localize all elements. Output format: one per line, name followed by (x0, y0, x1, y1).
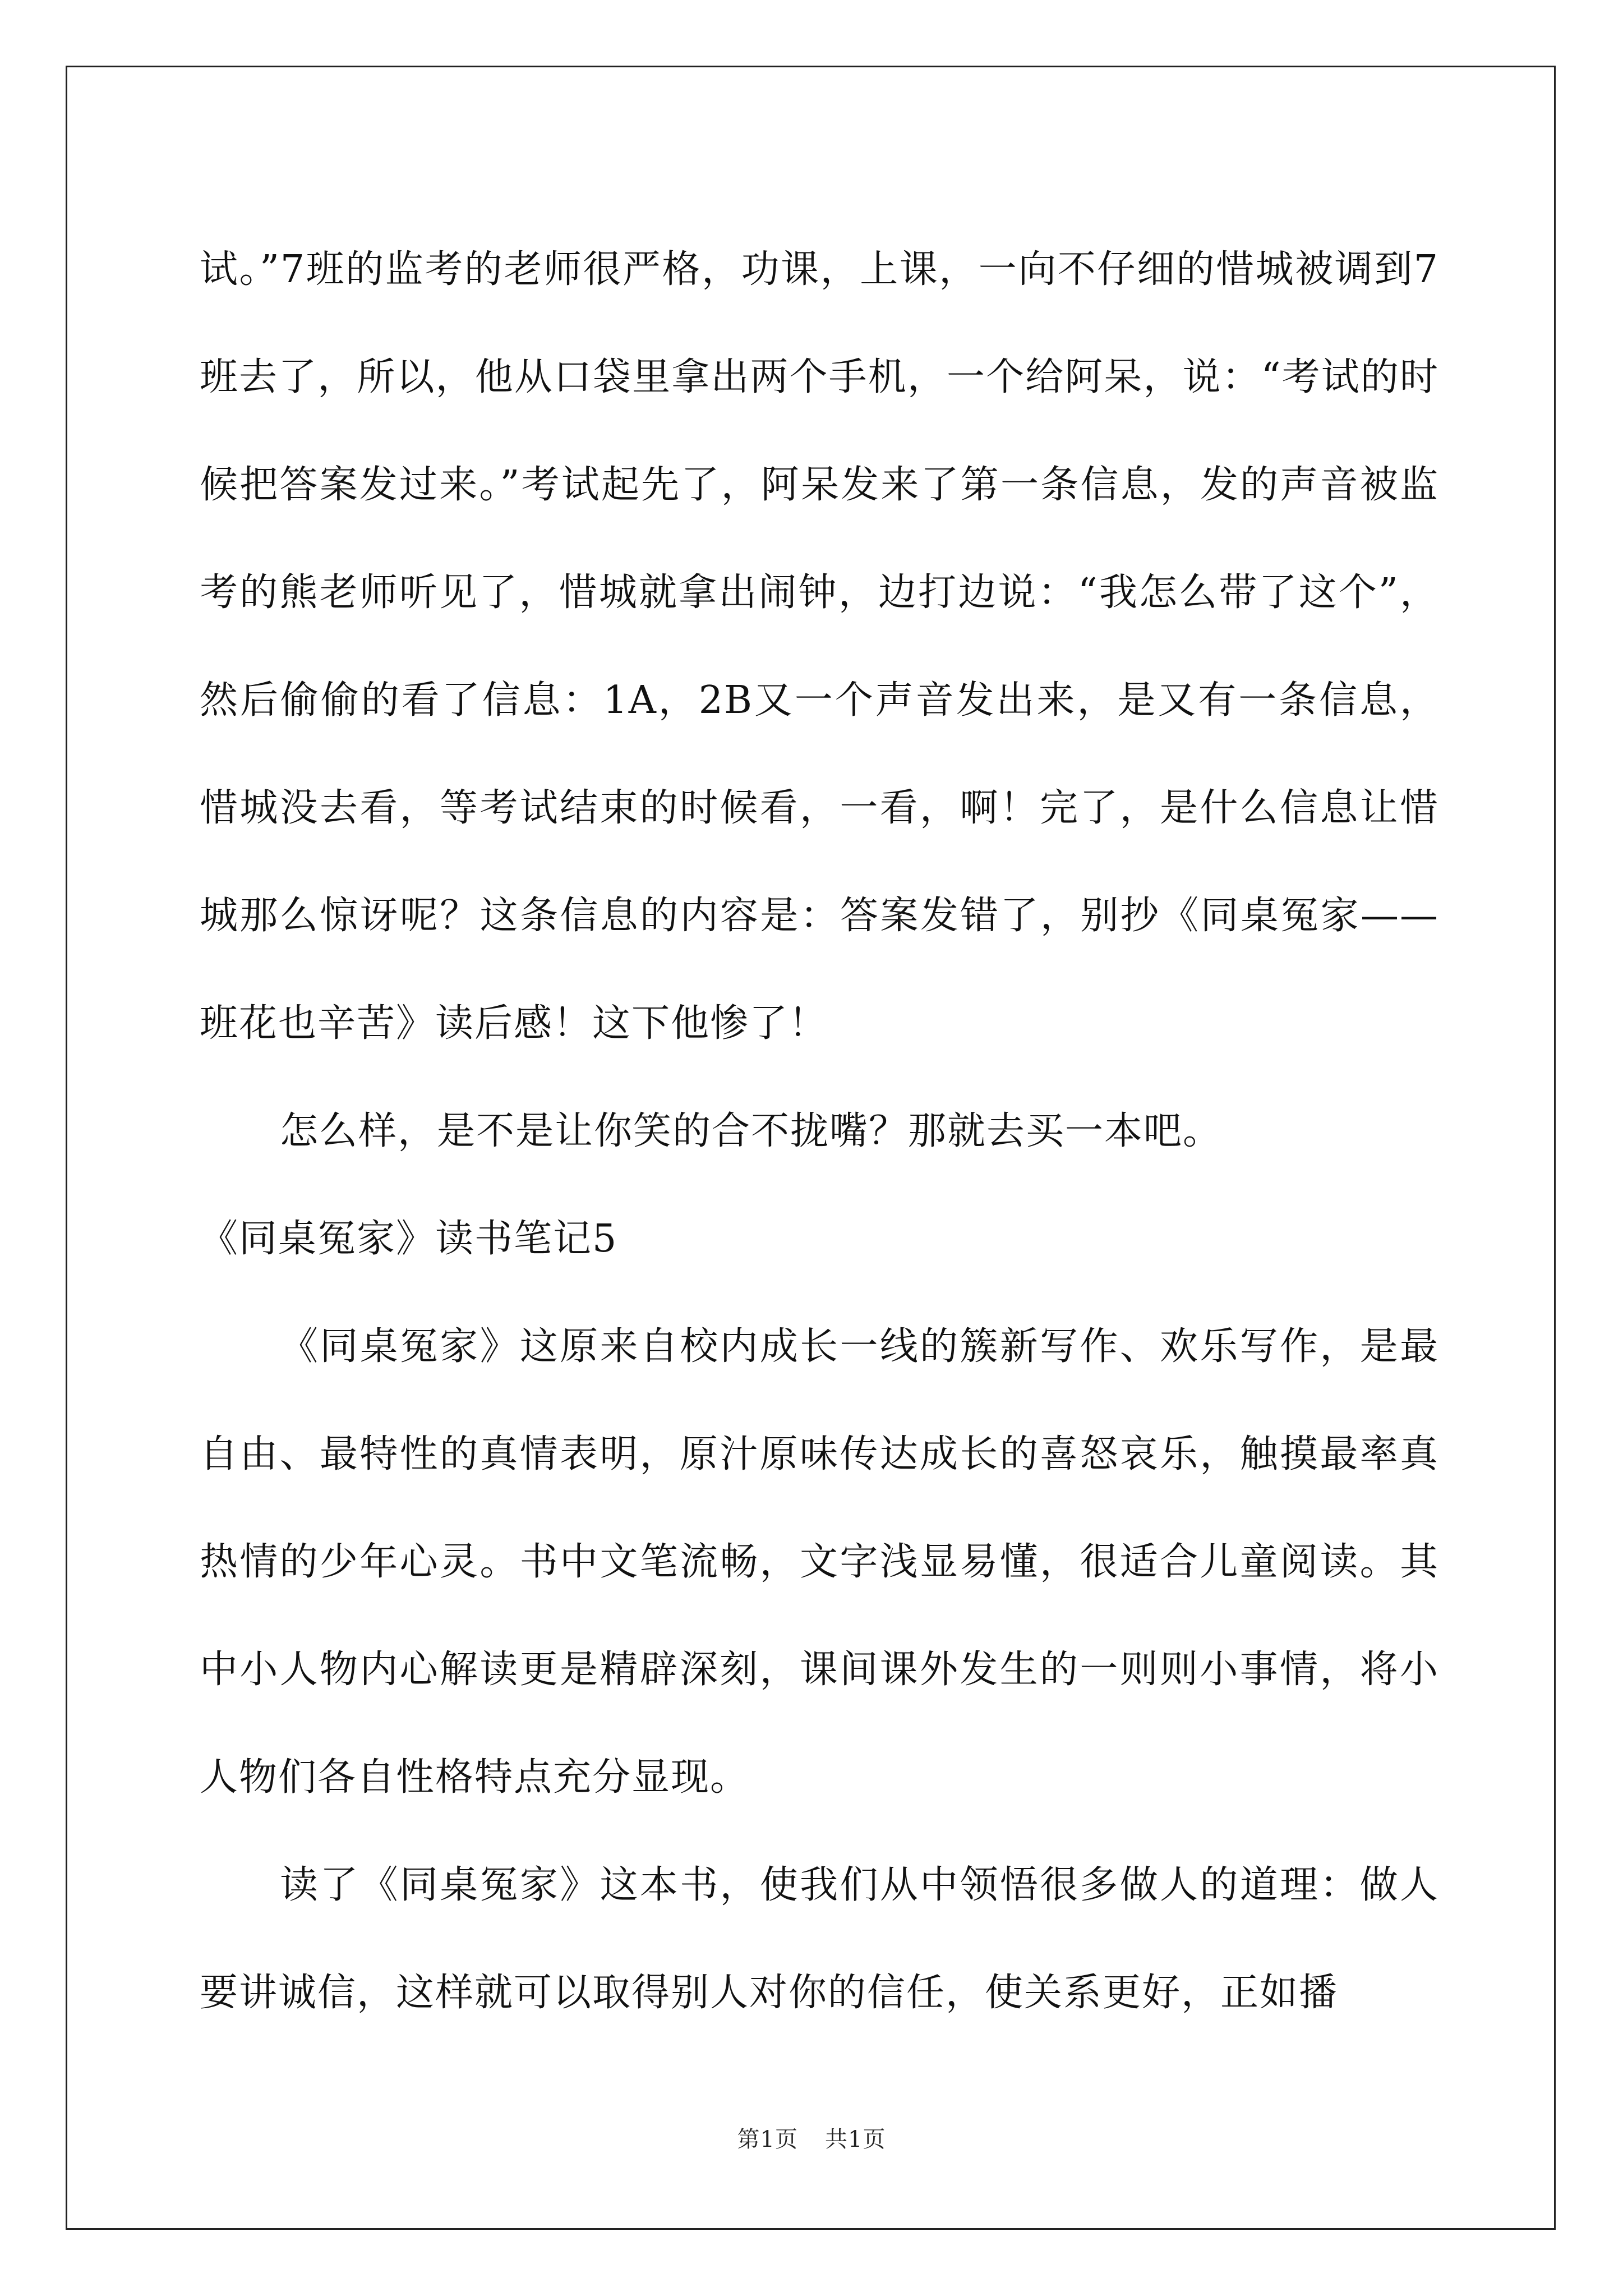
paragraph-3: 《同桌冤家》这原来自校内成长一线的簇新写作、欢乐写作，是最自由、最特性的真情表明，原汁原味传达成长的喜怒哀乐，触摸最率真热情的少年心灵。书中文笔流畅，文字浅显易懂，很适合儿童阅读。其中小人物内心解读更是精辟深刻，课间课外发生的一则则小事情，将小人物们各自性格特点充分显现。 (200, 1324, 1439, 1800)
paragraph-1: 试。”7班的监考的老师很严格，功课，上课，一向不仔细的惜城被调到7班去了，所以，他从口袋里拿出两个手机，一个给阿呆，说：“考试的时候把答案发过来。”考试起先了，阿呆发来了第一条信息，发的声音被监考的熊老师听见了，惜城就拿出闹钟，边打边说：“我怎么带了这个”，然后偷偷的看了信息：1A，2B又一个声音发出来，是又有一条信息，惜城没去看，等考试结束的时候看，一看，啊！完了，是什么信息让惜城那么惊讶呢？这条信息的内容是：答案发错了，别抄《同桌冤家——班花也辛苦》读后感！这下他惨了！ (200, 247, 1439, 1046)
paragraph-4: 读了《同桌冤家》这本书，使我们从中领悟很多做人的道理：做人要讲诚信，这样就可以取得别人对你的信任，使关系更好，正如播 (200, 1863, 1439, 2015)
page-number-current: 第1页 (737, 2127, 798, 2152)
document-body (200, 216, 1439, 2047)
page-footer (0, 2122, 1623, 2154)
paragraph-2: 怎么样，是不是让你笑的合不拢嘴？那就去买一本吧。 (280, 1109, 1223, 1153)
page-number-total: 共1页 (825, 2127, 886, 2152)
section-heading: 《同桌冤家》读书笔记5 (200, 1217, 618, 1261)
